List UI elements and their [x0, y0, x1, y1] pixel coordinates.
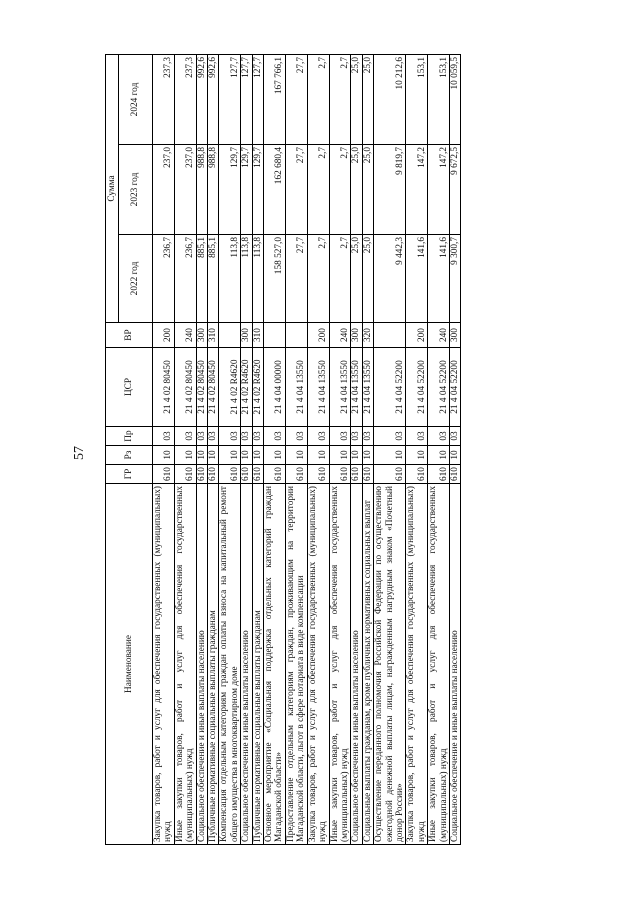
cell-pr: 03: [329, 427, 351, 446]
cell-pr: 03: [174, 427, 196, 446]
header-row-1: [106, 54, 119, 844]
cell-rz: 10: [241, 446, 252, 465]
cell-vr: 310: [252, 323, 263, 348]
cell-vr: 310: [208, 323, 219, 348]
cell-y2024: 10 212,6: [374, 54, 406, 144]
cell-y2023: 147,2: [428, 145, 450, 235]
cell-y2022: 885,1: [208, 235, 219, 323]
cell-pr: 03: [241, 427, 252, 446]
cell-vr: 200: [153, 323, 175, 348]
cell-y2024: 25,0: [362, 54, 373, 144]
cell-csr: 21 4 04 13550: [285, 348, 307, 427]
cell-rz: 10: [174, 446, 196, 465]
cell-y2024: 127,7: [252, 54, 263, 144]
cell-y2022: 25,0: [362, 235, 373, 323]
cell-gr: 610: [329, 465, 351, 484]
cell-rz: 10: [428, 446, 450, 465]
cell-y2022: 113,8: [219, 235, 241, 323]
cell-gr: 610: [252, 465, 263, 484]
cell-csr: 21 4 02 80450: [153, 348, 175, 427]
cell-y2023: 9 819,7: [374, 145, 406, 235]
cell-y2022: 141,6: [406, 235, 428, 323]
col-header-vr: ВР: [106, 323, 153, 348]
cell-y2024: 127,7: [219, 54, 241, 144]
cell-vr: 300: [241, 323, 252, 348]
table-row: [196, 54, 207, 844]
col-header-2022: 2022 год: [119, 235, 153, 323]
col-header-csr: ЦСР: [106, 348, 153, 427]
cell-csr: 21 4 04 52200: [374, 348, 406, 427]
cell-rz: 10: [285, 446, 307, 465]
cell-vr: 240: [329, 323, 351, 348]
table-row: [153, 54, 175, 844]
col-header-pr: Пр: [106, 427, 153, 446]
cell-y2023: 129,7: [241, 145, 252, 235]
cell-name: Социальное обеспечение и иные выплаты населению: [241, 484, 252, 845]
cell-pr: 03: [307, 427, 329, 446]
cell-y2022: 141,6: [428, 235, 450, 323]
table-row: [241, 54, 252, 844]
cell-vr: [219, 323, 241, 348]
cell-gr: 610: [406, 465, 428, 484]
cell-y2022: 9 300,7: [449, 235, 460, 323]
cell-pr: 03: [406, 427, 428, 446]
cell-vr: [264, 323, 286, 348]
cell-vr: 200: [307, 323, 329, 348]
cell-rz: 10: [406, 446, 428, 465]
cell-y2024: 153,1: [428, 54, 450, 144]
cell-y2023: 9 672,5: [449, 145, 460, 235]
cell-csr: 21 4 04 52200: [449, 348, 460, 427]
page-number: 57: [72, 446, 87, 460]
cell-csr: 21 4 02 R4620: [241, 348, 252, 427]
cell-y2024: 237,3: [153, 54, 175, 144]
cell-rz: 10: [252, 446, 263, 465]
cell-pr: 03: [362, 427, 373, 446]
cell-pr: 03: [196, 427, 207, 446]
cell-y2024: 2,7: [329, 54, 351, 144]
cell-y2022: 2,7: [329, 235, 351, 323]
cell-y2022: 113,8: [252, 235, 263, 323]
cell-csr: 21 4 04 00000: [264, 348, 286, 427]
cell-pr: 03: [153, 427, 175, 446]
cell-y2024: 237,3: [174, 54, 196, 144]
cell-gr: 610: [374, 465, 406, 484]
cell-y2023: 237,0: [174, 145, 196, 235]
table-row: [285, 54, 307, 844]
table-row: [307, 54, 329, 844]
cell-gr: 610: [428, 465, 450, 484]
cell-name: Компенсация отдельным категориям граждан оплаты взноса на капитальный ремонт общего имущества в многоквартирном доме: [219, 484, 241, 845]
cell-y2022: 27,7: [285, 235, 307, 323]
cell-y2023: 27,7: [285, 145, 307, 235]
table-row: [428, 54, 450, 844]
cell-csr: 21 4 02 R4620: [219, 348, 241, 427]
cell-pr: 03: [374, 427, 406, 446]
cell-csr: 21 4 04 52200: [428, 348, 450, 427]
cell-y2023: 129,7: [219, 145, 241, 235]
cell-rz: 10: [264, 446, 286, 465]
cell-vr: 240: [174, 323, 196, 348]
cell-y2022: 113,8: [241, 235, 252, 323]
cell-csr: 21 4 04 13550: [362, 348, 373, 427]
cell-pr: 03: [252, 427, 263, 446]
cell-vr: [285, 323, 307, 348]
cell-y2023: 988,8: [208, 145, 219, 235]
cell-name: Осуществление переданного полномочия Российской Федерации по осуществлению ежегодной денежной выплаты лицам, награжденным нагрудным знаком «Почетный донор России»: [374, 484, 406, 845]
cell-gr: 610: [196, 465, 207, 484]
cell-rz: 10: [196, 446, 207, 465]
cell-y2023: 147,2: [406, 145, 428, 235]
cell-y2022: 236,7: [174, 235, 196, 323]
cell-name: Иные закупки товаров, работ и услуг для обеспечения государственных (муниципальных) нужд: [329, 484, 351, 845]
cell-gr: 610: [219, 465, 241, 484]
col-header-gr: ГР: [106, 465, 153, 484]
cell-gr: 610: [153, 465, 175, 484]
cell-name: Закупка товаров, работ и услуг для обеспечения государственных (муниципальных) нужд: [406, 484, 428, 845]
cell-y2022: 9 442,3: [374, 235, 406, 323]
cell-csr: 21 4 02 80450: [174, 348, 196, 427]
budget-table: [105, 54, 461, 845]
cell-vr: 200: [406, 323, 428, 348]
cell-rz: 10: [329, 446, 351, 465]
cell-y2023: 129,7: [252, 145, 263, 235]
col-header-name: Наименование: [106, 484, 153, 845]
cell-y2023: 988,8: [196, 145, 207, 235]
cell-csr: 21 4 02 80450: [208, 348, 219, 427]
cell-pr: 03: [264, 427, 286, 446]
cell-y2024: 167 766,1: [264, 54, 286, 144]
cell-gr: 610: [264, 465, 286, 484]
cell-name: Социальные выплаты гражданам, кроме публичных нормативных социальных выплат: [362, 484, 373, 845]
cell-name: Иные закупки товаров, работ и услуг для обеспечения государственных (муниципальных) нужд: [428, 484, 450, 845]
cell-y2023: 25,0: [351, 145, 362, 235]
cell-y2024: 25,0: [351, 54, 362, 144]
cell-name: Закупка товаров, работ и услуг для обеспечения государственных (муниципальных) нужд: [153, 484, 175, 845]
budget-table-rotated: [105, 55, 610, 845]
table-row: [264, 54, 286, 844]
cell-y2022: 236,7: [153, 235, 175, 323]
col-header-sum: Сумма: [106, 54, 119, 322]
cell-pr: 03: [449, 427, 460, 446]
table-row: [174, 54, 196, 844]
cell-csr: 21 4 04 13550: [307, 348, 329, 427]
cell-pr: 03: [219, 427, 241, 446]
cell-rz: 10: [351, 446, 362, 465]
cell-vr: 300: [449, 323, 460, 348]
cell-pr: 03: [208, 427, 219, 446]
cell-y2024: 2,7: [307, 54, 329, 144]
cell-gr: 610: [307, 465, 329, 484]
cell-rz: 10: [153, 446, 175, 465]
cell-y2023: 25,0: [362, 145, 373, 235]
table-row: [362, 54, 373, 844]
cell-gr: 610: [208, 465, 219, 484]
cell-gr: 610: [241, 465, 252, 484]
cell-vr: 300: [196, 323, 207, 348]
cell-vr: 240: [428, 323, 450, 348]
cell-name: Публичные нормативные социальные выплаты гражданам: [252, 484, 263, 845]
cell-name: Основное мероприятие «Социальная поддержка отдельных категорий граждан Магаданской области»: [264, 484, 286, 845]
cell-name: Публичные нормативные социальные выплаты гражданам: [208, 484, 219, 845]
col-header-rz: Рз: [106, 446, 153, 465]
cell-name: Социальное обеспечение и иные выплаты населению: [449, 484, 460, 845]
cell-gr: 610: [285, 465, 307, 484]
cell-y2024: 27,7: [285, 54, 307, 144]
cell-name: Иные закупки товаров, работ и услуг для обеспечения государственных (муниципальных) нужд: [174, 484, 196, 845]
table-row: [374, 54, 406, 844]
col-header-2024: 2024 год: [119, 54, 153, 144]
table-row: [329, 54, 351, 844]
cell-name: Предоставление отдельным категориям граждан, проживающим на территории Магаданской области, льгот в сфере нотариата в виде компенсации: [285, 484, 307, 845]
cell-rz: 10: [362, 446, 373, 465]
cell-y2024: 153,1: [406, 54, 428, 144]
table-row: [219, 54, 241, 844]
cell-vr: [374, 323, 406, 348]
cell-csr: 21 4 02 R4620: [252, 348, 263, 427]
table-row: [406, 54, 428, 844]
cell-gr: 610: [174, 465, 196, 484]
cell-csr: 21 4 04 52200: [406, 348, 428, 427]
cell-y2024: 10 059,5: [449, 54, 460, 144]
cell-y2022: 25,0: [351, 235, 362, 323]
cell-csr: 21 4 04 13550: [351, 348, 362, 427]
cell-gr: 610: [449, 465, 460, 484]
cell-rz: 10: [449, 446, 460, 465]
table-body: [153, 54, 461, 844]
cell-pr: 03: [285, 427, 307, 446]
cell-csr: 21 4 04 13550: [329, 348, 351, 427]
cell-rz: 10: [374, 446, 406, 465]
cell-name: Социальное обеспечение и иные выплаты населению: [196, 484, 207, 845]
cell-y2023: 162 680,4: [264, 145, 286, 235]
cell-y2023: 237,0: [153, 145, 175, 235]
cell-name: Закупка товаров, работ и услуг для обеспечения государственных (муниципальных) нужд: [307, 484, 329, 845]
cell-vr: 320: [362, 323, 373, 348]
cell-y2022: 158 527,0: [264, 235, 286, 323]
cell-vr: 300: [351, 323, 362, 348]
table-row: [351, 54, 362, 844]
cell-y2024: 127,7: [241, 54, 252, 144]
cell-y2023: 2,7: [307, 145, 329, 235]
cell-rz: 10: [219, 446, 241, 465]
cell-y2024: 992,6: [196, 54, 207, 144]
cell-y2023: 2,7: [329, 145, 351, 235]
cell-y2022: 2,7: [307, 235, 329, 323]
cell-y2024: 992,6: [208, 54, 219, 144]
cell-gr: 610: [362, 465, 373, 484]
table-row: [208, 54, 219, 844]
cell-y2022: 885,1: [196, 235, 207, 323]
col-header-2023: 2023 год: [119, 145, 153, 235]
table-row: [252, 54, 263, 844]
cell-csr: 21 4 02 80450: [196, 348, 207, 427]
cell-rz: 10: [307, 446, 329, 465]
cell-name: Социальное обеспечение и иные выплаты населению: [351, 484, 362, 845]
table-row: [449, 54, 460, 844]
cell-gr: 610: [351, 465, 362, 484]
cell-rz: 10: [208, 446, 219, 465]
cell-pr: 03: [351, 427, 362, 446]
cell-pr: 03: [428, 427, 450, 446]
